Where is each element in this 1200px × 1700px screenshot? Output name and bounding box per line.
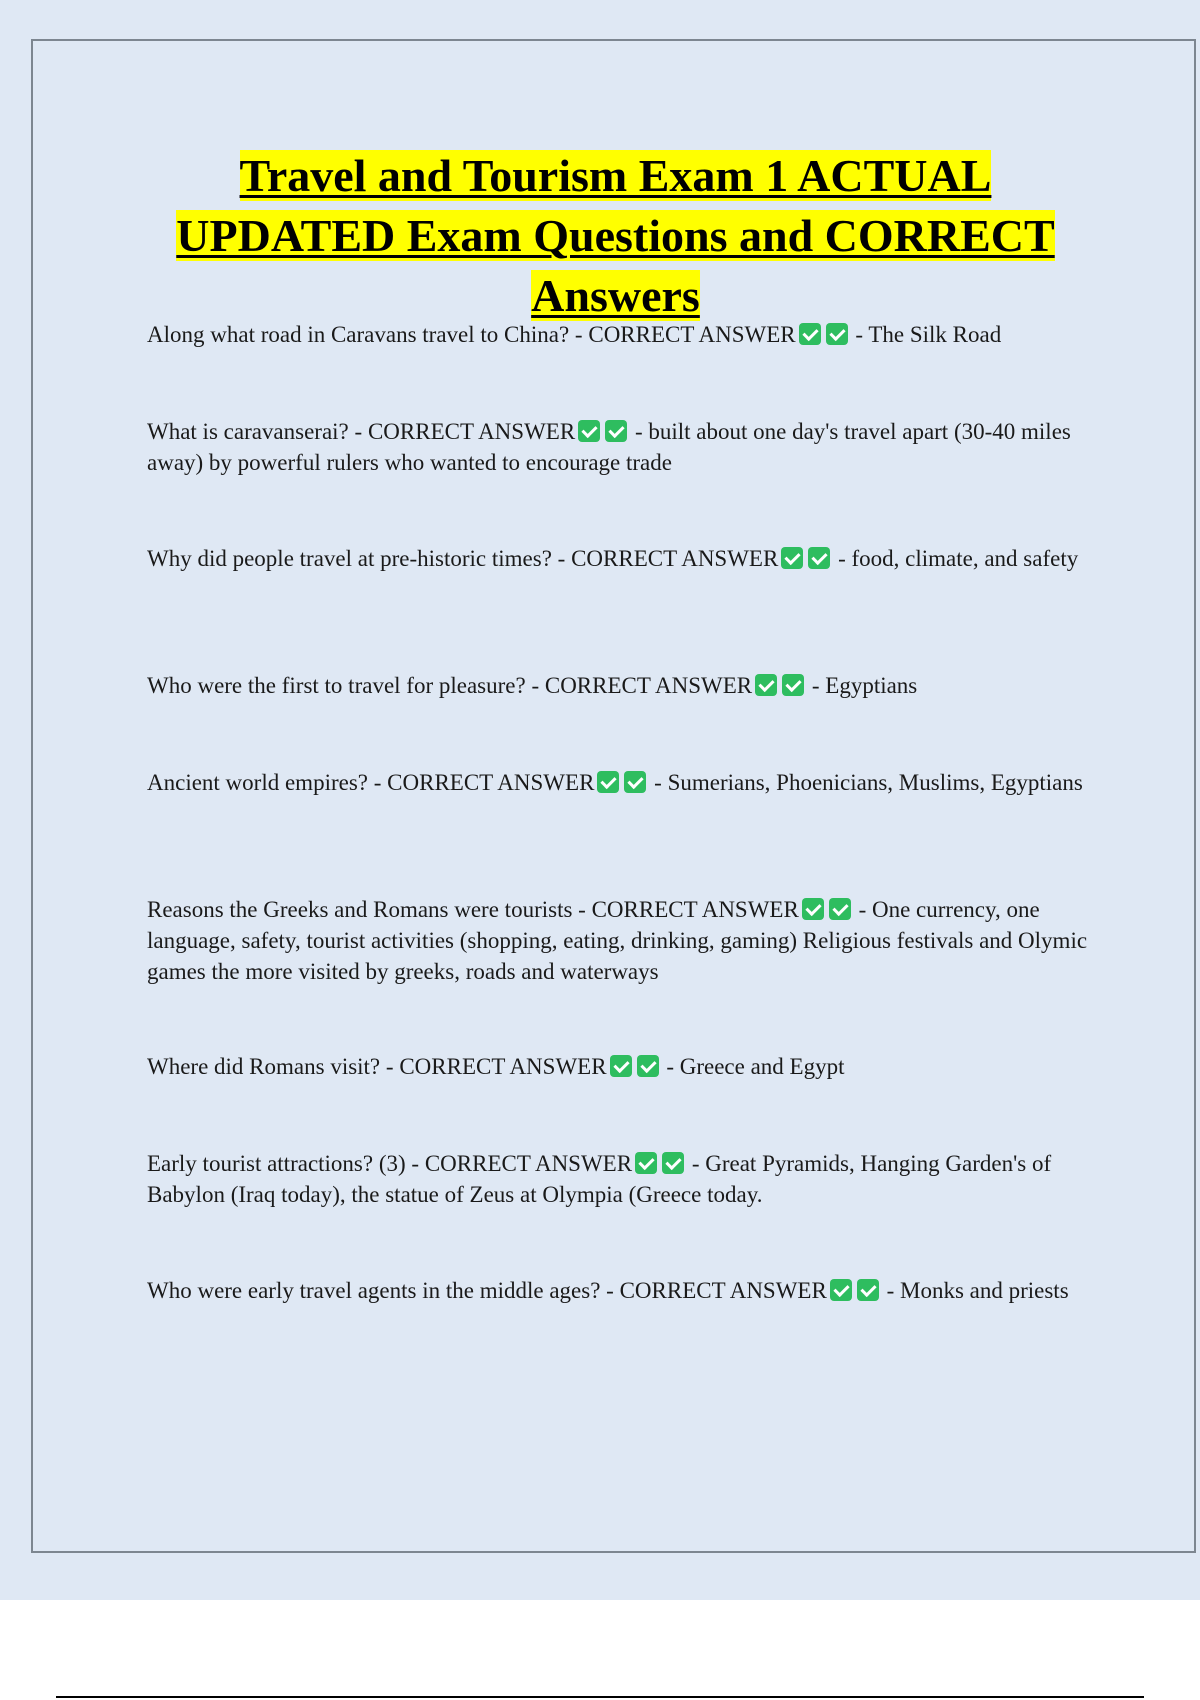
qa-item-7 (147, 1051, 1107, 1082)
answer-label: CORRECT ANSWER (399, 1054, 607, 1079)
green-check-icon (857, 1279, 879, 1301)
green-check-icon (826, 323, 848, 345)
qa-item-1 (147, 319, 1107, 350)
qa-item-3 (147, 543, 1107, 574)
answer-text: - One currency, one language, safety, tourist activities (shopping, eating, drinking, gaming) Religious festivals and Olymic games the more visited by greeks, roads and waterways (147, 897, 1088, 984)
title-line-2: UPDATED Exam Questions and CORRECT (176, 210, 1055, 261)
green-check-icon (578, 420, 600, 442)
qa-item-6 (147, 894, 1107, 987)
document-page (31, 39, 1196, 1553)
question-text: Ancient world empires? - (147, 770, 388, 795)
green-check-icon (829, 898, 851, 920)
answer-text: - Egyptians (806, 673, 918, 698)
qa-item-5 (147, 767, 1107, 798)
green-check-icon (781, 547, 803, 569)
green-check-icon (610, 1055, 632, 1077)
question-text: Early tourist attractions? (3) - (147, 1151, 425, 1176)
green-check-icon (755, 674, 777, 696)
answer-text: - The Silk Road (849, 322, 1002, 347)
green-check-icon (782, 674, 804, 696)
green-check-icon (605, 420, 627, 442)
green-check-icon (799, 323, 821, 345)
answer-label: CORRECT ANSWER (367, 419, 576, 444)
answer-text: - built about one day's travel apart (30-40 miles away) by powerful rulers who wanted to encourage trade (147, 419, 1071, 475)
answer-text: - Great Pyramids, Hanging Garden's of Babylon (Iraq today), the statue of Zeus at Olympia (Greece today. (147, 1151, 1052, 1207)
qa-item-9 (147, 1275, 1107, 1306)
answer-text: - Sumerians, Phoenicians, Muslims, Egyptians (648, 770, 1083, 795)
answer-label: CORRECT ANSWER (544, 673, 753, 698)
answer-label: CORRECT ANSWER (571, 546, 779, 571)
question-text: Who were the first to travel for pleasure? - (147, 673, 545, 698)
answer-text: - food, climate, and safety (832, 546, 1079, 571)
document-title (33, 146, 1198, 326)
answer-label: CORRECT ANSWER (387, 770, 595, 795)
green-check-icon (808, 547, 830, 569)
question-text: What is caravanserai? - (147, 419, 368, 444)
answer-label: CORRECT ANSWER (588, 322, 796, 347)
qa-item-8 (147, 1148, 1107, 1210)
question-text: Reasons the Greeks and Romans were tourists - (147, 897, 592, 922)
footer-divider (56, 1696, 1144, 1698)
question-text: Where did Romans visit? - (147, 1054, 400, 1079)
green-check-icon (635, 1152, 657, 1174)
title-line-3: Answers (531, 270, 700, 321)
answer-text: - Monks and priests (880, 1278, 1069, 1303)
green-check-icon (597, 771, 619, 793)
answer-label: CORRECT ANSWER (619, 1278, 827, 1303)
answer-label: CORRECT ANSWER (424, 1151, 633, 1176)
question-text: Who were early travel agents in the middle ages? - (147, 1278, 620, 1303)
qa-item-4 (147, 670, 1107, 701)
answer-text: - Greece and Egypt (660, 1054, 845, 1079)
green-check-icon (637, 1055, 659, 1077)
green-check-icon (624, 771, 646, 793)
qa-item-2 (147, 416, 1107, 478)
question-text: Along what road in Caravans travel to China? - (147, 322, 589, 347)
green-check-icon (802, 898, 824, 920)
green-check-icon (662, 1152, 684, 1174)
green-check-icon (830, 1279, 852, 1301)
question-text: Why did people travel at pre-historic times? - (147, 546, 572, 571)
answer-label: CORRECT ANSWER (591, 897, 799, 922)
title-line-1: Travel and Tourism Exam 1 ACTUAL (239, 150, 992, 201)
